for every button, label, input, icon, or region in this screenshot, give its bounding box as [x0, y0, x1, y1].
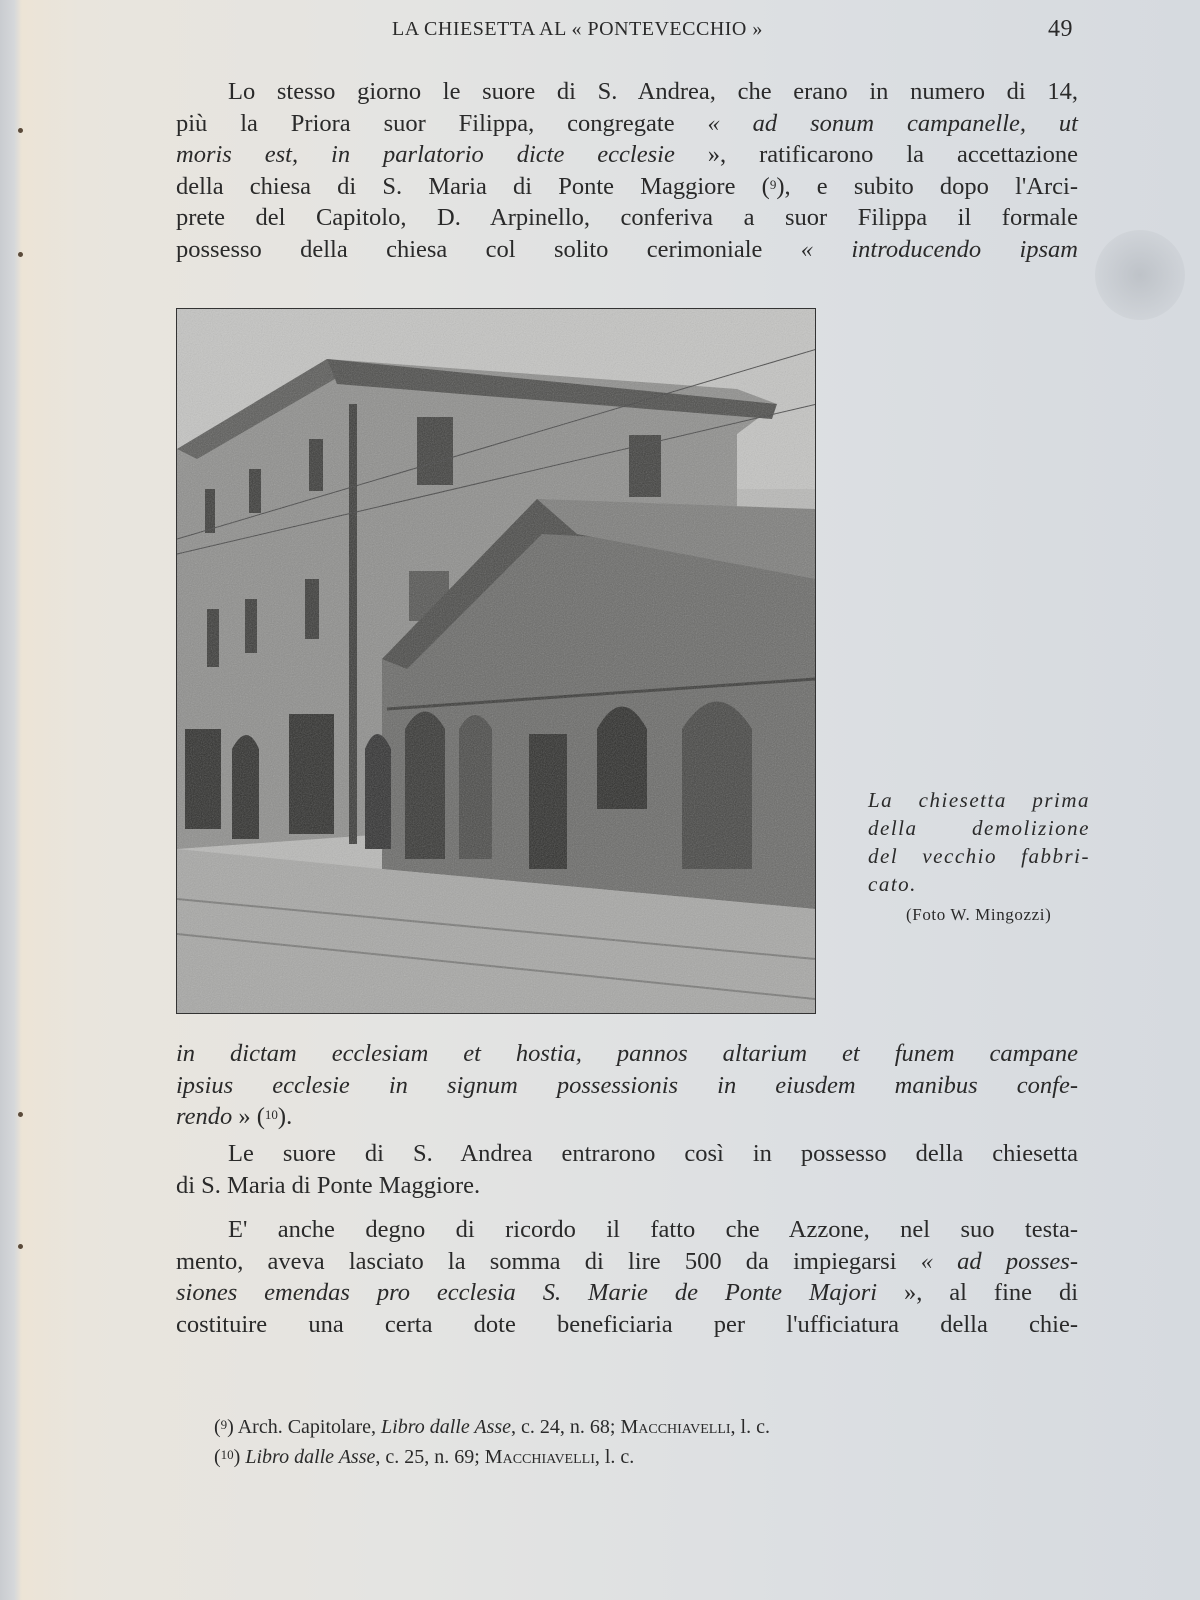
text-line	[176, 234, 1078, 266]
latin-quote: in dictam ecclesiam et hostia, pannos altarium et funem campane	[176, 1040, 1078, 1067]
latin-quote: « introducendo ipsam	[800, 235, 1079, 263]
text-line	[176, 171, 1078, 203]
text-line: prete del Capitolo, D. Arpinello, conferiva a suor Filippa il formale	[176, 204, 1078, 231]
footnote-9: ($^9$) Arch. Capitolare, Libro dalle Asse, c. 24, n. 68; Macchiavelli, l. c.	[214, 1416, 770, 1438]
text-line: Le suore di S. Andrea entrarono così in possesso della chiesetta	[228, 1140, 1078, 1167]
text-span: » (	[232, 1103, 265, 1130]
text-span: , c. 24, n. 68;	[511, 1416, 621, 1438]
text-line	[176, 1070, 1078, 1102]
running-title: LA CHIESETTA AL « PONTEVECCHIO »	[392, 18, 763, 40]
text-span: ), e subito dopo l'Arci-	[776, 172, 1078, 200]
source-title: Libro dalle Asse	[381, 1416, 512, 1438]
paper-smudge	[1095, 230, 1185, 320]
text-line: E' anche degno di ricordo il fatto che Azzone, nel suo testa-	[228, 1216, 1078, 1243]
text-line: di S. Maria di Ponte Maggiore.	[176, 1171, 481, 1199]
paragraph-2	[176, 1138, 1078, 1201]
paragraph-1-continued	[176, 1038, 1078, 1133]
text-line: Lo stesso giorno le suore di S. Andrea, che erano in numero di 14,	[228, 78, 1078, 105]
text-span: mento, aveva lasciato la somma di lire 500 da impiegarsi	[176, 1247, 921, 1275]
photo-credit: (Foto W. Mingozzi)	[906, 905, 1052, 924]
caption-line: della demolizione	[868, 816, 1090, 840]
text-span: », ratificarono la accettazione	[674, 141, 1078, 168]
latin-quote: rendo	[176, 1103, 233, 1130]
text-span: della chiesa di S. Maria di Ponte Maggiore	[176, 172, 736, 200]
running-head	[0, 14, 1200, 50]
footnote-ref-9[interactable]: 9	[769, 176, 777, 192]
footnote-ref-10[interactable]: 10	[264, 1107, 278, 1122]
text-span: , c. 25, n. 69;	[375, 1446, 485, 1468]
photo-caption	[868, 786, 1090, 898]
binding-hole	[18, 1112, 23, 1117]
text-span: Arch. Capitolare,	[237, 1416, 382, 1438]
author-name: Macchiavelli	[620, 1416, 731, 1438]
latin-quote: moris est, in parlatorio dicte ecclesie	[176, 141, 675, 168]
caption-line: del vecchio fabbri-	[868, 844, 1090, 868]
footnotes	[214, 1412, 770, 1472]
caption-line: cato.	[868, 872, 917, 896]
text-span: , l. c.	[730, 1416, 770, 1438]
source-title: Libro dalle Asse	[245, 1446, 376, 1468]
page-number: 49	[1048, 16, 1073, 42]
text-line	[176, 1246, 1078, 1278]
text-span: », al fine di	[877, 1279, 1079, 1306]
text-line	[176, 139, 1078, 171]
paragraph-1	[176, 76, 1078, 265]
text-line	[176, 1101, 1078, 1133]
text-line: costituire una certa dote beneficiaria per l'ufficiatura della chie-	[176, 1310, 1078, 1338]
footnote-mark: 10	[220, 1447, 234, 1462]
latin-quote: siones emendas pro ecclesia S. Marie de Ponte Majori	[176, 1279, 878, 1306]
text-line	[176, 108, 1078, 140]
binding-hole	[18, 252, 23, 257]
text-span: più la Priora suor Filippa, congregate	[176, 109, 708, 137]
footnote-10: ($^{10}$) Libro dalle Asse, c. 25, n. 69; Macchiavelli, l. c.	[214, 1446, 635, 1468]
text-span: , l. c.	[594, 1446, 635, 1468]
binding-hole	[18, 1244, 23, 1249]
footnote-mark: 9	[220, 1417, 228, 1432]
latin-quote: « ad sonum campanelle, ut	[707, 109, 1078, 137]
caption-line: La chiesetta prima	[868, 788, 1090, 812]
text-span: (	[735, 172, 770, 200]
church-photo	[176, 308, 816, 1014]
text-line	[176, 1038, 1078, 1070]
author-name: Macchiavelli	[484, 1446, 595, 1468]
text-span: possesso della chiesa col solito cerimoniale	[176, 235, 801, 263]
photo-illustration	[177, 309, 815, 1013]
latin-quote: ipsius ecclesie in signum possessionis in eiusdem manibus confe-	[176, 1071, 1078, 1099]
text-line	[176, 1277, 1078, 1309]
binding-hole	[18, 128, 23, 133]
latin-quote: « ad posses-	[920, 1247, 1078, 1275]
paragraph-3	[176, 1214, 1078, 1340]
text-span: ).	[277, 1103, 293, 1130]
